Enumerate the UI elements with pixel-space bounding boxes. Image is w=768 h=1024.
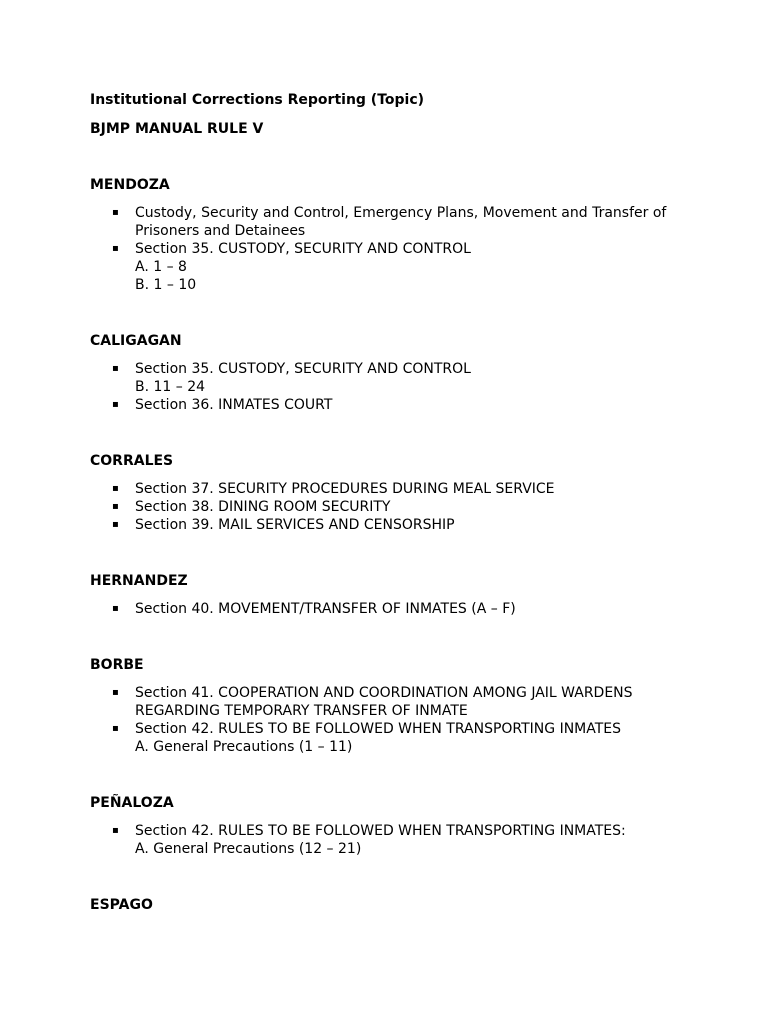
item-text: Section 39. MAIL SERVICES AND CENSORSHIP xyxy=(135,517,455,533)
list-item xyxy=(90,600,690,618)
item-text: Section 41. COOPERATION AND COORDINATION AMONG JAIL WARDENS REGARDING TEMPORARY TRANSFER OF INMATE xyxy=(135,685,633,719)
square-bullet-icon: ▪ xyxy=(112,207,119,218)
reporter-section xyxy=(90,176,690,294)
topic-list xyxy=(90,360,690,414)
item-text: Custody, Security and Control, Emergency Plans, Movement and Transfer of Prisoners and Detainees xyxy=(135,205,667,239)
item-text: Section 35. CUSTODY, SECURITY AND CONTROL xyxy=(135,361,471,377)
item-text: Section 42. RULES TO BE FOLLOWED WHEN TRANSPORTING INMATES: xyxy=(135,823,626,839)
topic-list xyxy=(90,684,690,756)
document-title: Institutional Corrections Reporting (Topic) xyxy=(90,92,425,108)
square-bullet-icon: ▪ xyxy=(112,363,119,374)
list-item xyxy=(90,396,690,414)
sub-item-text: A. General Precautions (12 – 21) xyxy=(135,841,362,857)
topic-list xyxy=(90,822,690,858)
square-bullet-icon: ▪ xyxy=(112,501,119,512)
item-text: Section 36. INMATES COURT xyxy=(135,397,333,413)
reporter-name: CORRALES xyxy=(90,453,174,469)
reporter-name: BORBE xyxy=(90,657,144,673)
reporter-section xyxy=(90,896,690,914)
sub-item-text: A. General Precautions (1 – 11) xyxy=(135,739,353,755)
reporter-name: MENDOZA xyxy=(90,177,170,193)
square-bullet-icon: ▪ xyxy=(112,243,119,254)
reporter-name: ESPAGO xyxy=(90,897,153,913)
square-bullet-icon: ▪ xyxy=(112,603,119,614)
reporter-section xyxy=(90,656,690,756)
sections-container xyxy=(90,176,690,914)
square-bullet-icon: ▪ xyxy=(112,825,119,836)
reporter-section xyxy=(90,452,690,534)
reporter-name: PEÑALOZA xyxy=(90,795,174,811)
item-text: Section 42. RULES TO BE FOLLOWED WHEN TRANSPORTING INMATES xyxy=(135,721,622,737)
reporter-section xyxy=(90,794,690,858)
item-text: Section 38. DINING ROOM SECURITY xyxy=(135,499,391,515)
list-item xyxy=(90,360,690,396)
list-item xyxy=(90,240,690,294)
list-item xyxy=(90,498,690,516)
square-bullet-icon: ▪ xyxy=(112,399,119,410)
sub-item-text: A. 1 – 8 xyxy=(135,259,187,275)
sub-item-text: B. 11 – 24 xyxy=(135,379,206,395)
reporter-name: HERNANDEZ xyxy=(90,573,188,589)
topic-list xyxy=(90,600,690,618)
square-bullet-icon: ▪ xyxy=(112,723,119,734)
list-item xyxy=(90,480,690,498)
list-item xyxy=(90,204,690,240)
list-item xyxy=(90,684,690,720)
reporter-name: CALIGAGAN xyxy=(90,333,182,349)
sub-item-text: B. 1 – 10 xyxy=(135,277,197,293)
list-item xyxy=(90,720,690,756)
topic-list xyxy=(90,480,690,534)
square-bullet-icon: ▪ xyxy=(112,687,119,698)
document-page xyxy=(90,91,690,914)
item-text: Section 37. SECURITY PROCEDURES DURING MEAL SERVICE xyxy=(135,481,555,497)
list-item xyxy=(90,516,690,534)
document-subtitle: BJMP MANUAL RULE V xyxy=(90,121,264,137)
topic-list xyxy=(90,204,690,294)
item-text: Section 35. CUSTODY, SECURITY AND CONTROL xyxy=(135,241,471,257)
reporter-section xyxy=(90,332,690,414)
list-item xyxy=(90,822,690,858)
item-text: Section 40. MOVEMENT/TRANSFER OF INMATES (A – F) xyxy=(135,601,516,617)
square-bullet-icon: ▪ xyxy=(112,519,119,530)
reporter-section xyxy=(90,572,690,618)
square-bullet-icon: ▪ xyxy=(112,483,119,494)
